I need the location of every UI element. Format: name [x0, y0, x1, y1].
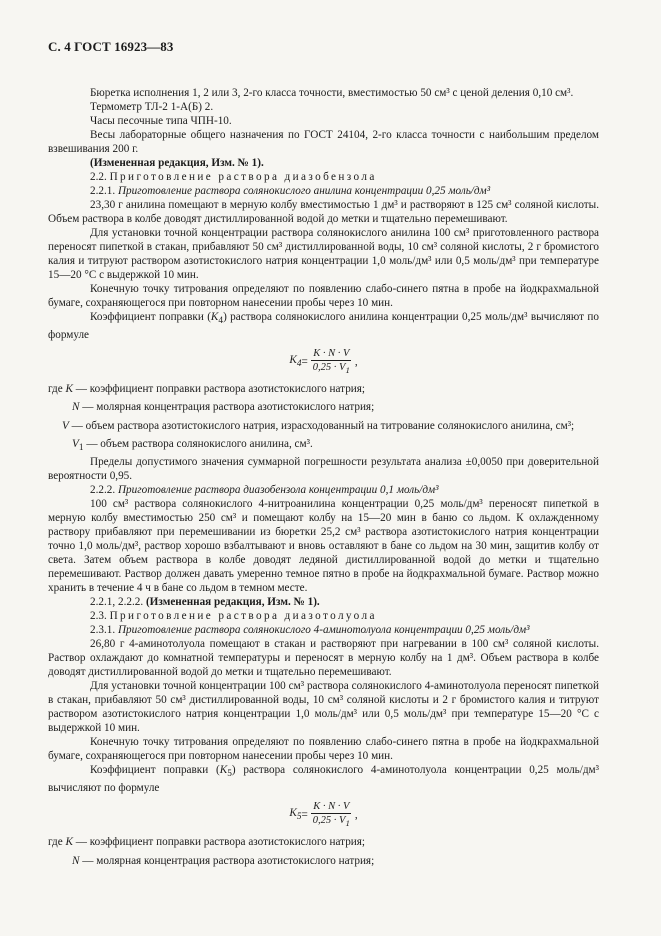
lhs-symbol: K — [289, 354, 297, 367]
lhs-subscript: 4 — [296, 359, 302, 370]
section-title: Приготовление раствора диазобензола концентрации 0,1 моль/дм³ — [117, 484, 439, 497]
section-2-3-1-heading — [48, 623, 599, 637]
fraction-denominator — [311, 361, 352, 377]
denominator-text: 0,25 · V — [312, 815, 346, 827]
formula-k4 — [48, 342, 599, 382]
section-2-2-heading — [48, 170, 599, 184]
formula-fraction — [311, 800, 352, 830]
definition-symbol: K — [65, 836, 73, 849]
formula-equals: = — [301, 809, 308, 822]
paragraph-thermometer: Термометр ТЛ-2 1-А(Б) 2. — [90, 101, 214, 113]
denominator-text: 0,25 · V — [312, 362, 346, 374]
symbol-subscript: 5 — [227, 769, 232, 780]
symbol: K — [219, 764, 228, 777]
paragraph-coefficient-k5 — [48, 763, 599, 795]
definition-symbol: N — [72, 401, 80, 414]
definition-prefix: где — [48, 383, 66, 396]
definitions-list-2 — [48, 835, 599, 871]
definition-text: — молярная концентрация раствора азотистокислого натрия; — [79, 401, 375, 414]
paragraph-endpoint-2: Конечную точку титрования определяют по появлению слабо-синего пятна в пробе на йодкрахмальной бумаге, сохраняющегося при повторном нанесении пробы через 10 мин. — [48, 736, 599, 763]
definition-symbol: K — [65, 383, 73, 396]
paragraph-scales: Весы лабораторные общего назначения по ГОСТ 24104, 2-го класса точности с наибольшим пределом взвешивания 200 г. — [48, 129, 599, 155]
text-part: ) раствора солянокислого анилина концентрации 0,25 моль/дм³ вычисляют по формуле — [48, 311, 599, 342]
section-number: 2.2.2. — [90, 484, 116, 497]
page-header: С. 4 ГОСТ 16923—83 — [48, 39, 174, 54]
section-number: 2.3.1. — [90, 624, 116, 637]
formula-tail: , — [354, 356, 358, 369]
denominator-subscript: 1 — [345, 365, 350, 376]
definition-item — [48, 419, 599, 437]
fraction-numerator: K · N · V — [313, 348, 350, 360]
paragraph-coefficient-k4 — [48, 310, 599, 342]
section-2-2-2-heading — [48, 483, 599, 497]
amendment-note-2 — [48, 595, 599, 609]
symbol: K — [210, 311, 219, 323]
paragraph-aminotoluene-titration: Для установки точной концентрации 100 см³ раствора солянокислого 4-аминотолуола переносят пипеткой в стакан, прибавляют 50 см³ дистиллированной воды, 10 см³ соляной кислоты и 2 г бромистого калия и титруют раствором азотистокислого натрия концентрации 1,0 моль/дм³ или 0,5 моль/дм³ при температуре 15—20 °С с выдержкой 10 мин. — [48, 680, 599, 735]
formula-lhs — [289, 353, 301, 371]
section-title: Приготовление раствора диазотолуола — [109, 610, 377, 623]
section-title: Приготовление раствора солянокислого 4-аминотолуола концентрации 0,25 моль/дм³ — [117, 624, 530, 637]
paragraph-diazobenzene-prep: 100 см³ раствора солянокислого 4-нитроанилина концентрации 0,25 моль/дм³ переносят пипеткой в мерную колбу вместимостью 250 см³ и помещают колбу на 15—20 мин в баню со льдом. К охлажденному раствору прибавляют при перемешивании из бюретки 25,2 см³ раствора азотистокислого натрия концентрации точно 1,0 моль/дм³, раствор хорошо взбалтывают и вновь оставляют в бане со льдом на 30 мин, защитив колбу от света. Затем объем раствора в колбе доводят ледяной дистиллированной водой до метки и тщательно перемешивают. Раствор должен давать умеренно темное пятно в пробе на йодкрахмальной бумаге. Раствор можно хранить в течение 4 ч в бане со льдом в темном месте. — [48, 498, 599, 595]
definition-symbol: V — [62, 419, 69, 432]
formula-equals: = — [301, 356, 308, 369]
section-2-2-1-heading — [48, 184, 599, 198]
denominator-subscript: 1 — [345, 818, 350, 829]
definition-item — [48, 400, 599, 418]
paragraph-aniline-prep: 23,30 г анилина помещают в мерную колбу вместимостью 1 дм³ и растворяют в 125 см³ соляной кислоты. Объем раствора в колбе доводят дистиллированной водой до метки и тщательно перемешивают. — [48, 199, 599, 225]
text-part: Коэффициент поправки ( — [90, 764, 220, 777]
formula-lhs — [289, 806, 301, 824]
paragraph-aminotoluene-prep: 26,80 г 4-аминотолуола помещают в стакан и растворяют при нагревании в 100 см³ соляной кислоты. Раствор охлаждают до комнатной температуры и переносят в мерную колбу на 1 дм³. Объем раствора в колбе доводят дистиллированной водой до метки и тщательно перемешивают. — [48, 638, 599, 679]
text-part: ) раствора солянокислого 4-аминотолуола концентрации 0,25 моль/дм³ вычисляют по формуле — [48, 764, 599, 795]
paragraph-sandglass: Часы песочные типа ЧПН-10. — [90, 115, 232, 127]
section-number: 2.2. — [90, 171, 107, 183]
definition-item — [48, 854, 599, 872]
formula-tail: , — [354, 809, 358, 822]
symbol-subscript: 4 — [218, 316, 224, 327]
definition-item — [48, 437, 599, 455]
definition-text: — объем раствора азотистокислого натрия, израсходованный на титрование солянокислого анилина, см³; — [68, 419, 575, 432]
definition-symbol: N — [72, 854, 80, 867]
lhs-subscript: 5 — [296, 812, 302, 823]
section-title: Приготовление раствора диазобензола — [109, 171, 377, 183]
paragraph-endpoint-1: Конечную точку титрования определяют по появлению слабо-синего пятна в пробе на йодкрахмальной бумаге, сохраняющегося при повторном нанесении пробы через 10 мин. — [48, 283, 599, 309]
definition-prefix: где — [48, 836, 66, 849]
paragraph-aniline-titration: Для установки точной концентрации раствора солянокислого анилина 100 см³ приготовленного раствора переносят пипеткой в стакан, прибавляют 50 см³ дистиллированной воды, 10 см³ соляной кислоты, 2 г бромистого калия и титруют раствором азотистокислого натрия концентрации 1,0 моль/дм³ или 0,5 моль/дм³ при температуре 15—20 °С с выдержкой 10 мин. — [48, 227, 599, 281]
text-part: Коэффициент поправки ( — [90, 311, 211, 323]
definition-text: — молярная концентрация раствора азотистокислого натрия; — [79, 854, 375, 867]
definition-symbol-subscript: 1 — [78, 443, 84, 454]
formula-fraction — [311, 347, 352, 377]
section-title: Приготовление раствора солянокислого анилина концентрации 0,25 моль/дм³ — [117, 185, 491, 197]
amendment-text: (Измененная редакция, Изм. № 1). — [145, 596, 320, 609]
definition-item — [48, 382, 599, 400]
lhs-symbol: K — [289, 807, 297, 820]
fraction-numerator: K · N · V — [313, 801, 350, 813]
amendment-note-1: (Измененная редакция, Изм. № 1). — [90, 157, 264, 169]
definition-text: — коэффициент поправки раствора азотистокислого натрия; — [72, 836, 366, 849]
paragraph-burette: Бюретка исполнения 1, 2 или 3, 2-го класса точности, вместимостью 50 см³ с ценой деления 0,10 см³. — [90, 87, 574, 99]
definition-text: — коэффициент поправки раствора азотистокислого натрия; — [72, 383, 366, 396]
definition-text: — объем раствора солянокислого анилина, см³. — [83, 437, 313, 450]
paragraph-error-limits: Пределы допустимого значения суммарной погрешности результата анализа ±0,0050 при доверительной вероятности 0,95. — [48, 456, 599, 483]
section-number: 2.2.1. — [90, 185, 116, 197]
clause-refs: 2.2.1, 2.2.2. — [90, 596, 144, 609]
section-number: 2.3. — [90, 610, 107, 623]
document-page — [48, 40, 599, 872]
formula-k5 — [48, 795, 599, 835]
definition-item — [48, 835, 599, 853]
section-2-3-heading — [48, 609, 599, 623]
fraction-denominator — [311, 814, 352, 830]
definitions-list-1 — [48, 382, 599, 455]
definition-symbol: V — [72, 437, 79, 450]
